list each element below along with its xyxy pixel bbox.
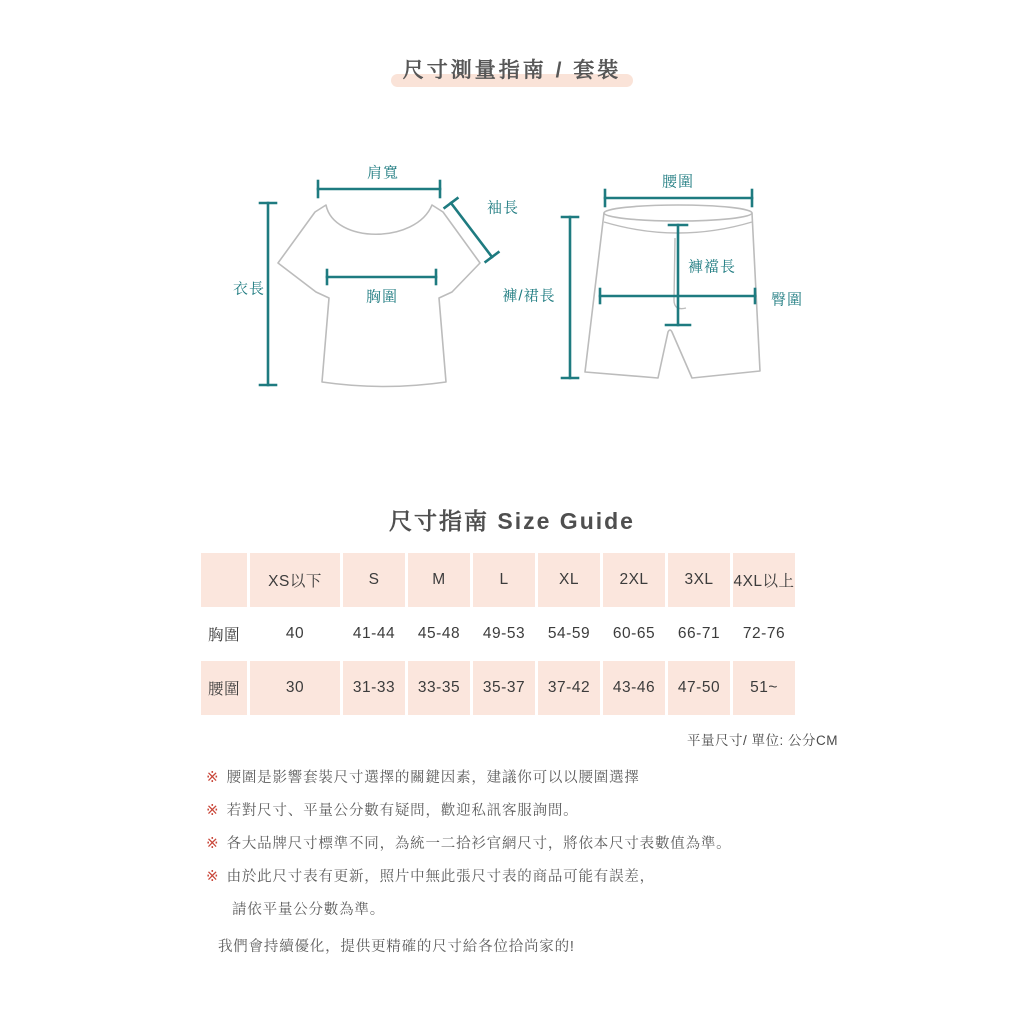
size-col-header: 4XL以上 bbox=[733, 553, 795, 607]
chest-value: 54-59 bbox=[538, 607, 600, 661]
note-marker-icon: ※ bbox=[206, 768, 219, 786]
size-table-corner-cell bbox=[201, 553, 247, 607]
waist-value: 43-46 bbox=[603, 661, 665, 715]
note-item bbox=[206, 760, 846, 793]
notes-section bbox=[206, 760, 846, 962]
shorts-waist-ellipse bbox=[604, 205, 752, 221]
row-label: 腰圍 bbox=[201, 661, 247, 715]
chest-row bbox=[201, 607, 894, 661]
chest-value: 66-71 bbox=[668, 607, 730, 661]
notes-footer bbox=[218, 929, 846, 962]
size-col-header: M bbox=[408, 553, 470, 607]
waist-value: 31-33 bbox=[343, 661, 405, 715]
unit-note: 平量尺寸/ 單位: 公分CM bbox=[687, 733, 838, 748]
waist-value: 37-42 bbox=[538, 661, 600, 715]
size-col-header: S bbox=[343, 553, 405, 607]
waist-value: 35-37 bbox=[473, 661, 535, 715]
chest-value: 60-65 bbox=[603, 607, 665, 661]
note-text: 腰圍是影響套裝尺寸選擇的關鍵因素，建議你可以以腰圍選擇 bbox=[226, 770, 640, 786]
row-label: 胸圍 bbox=[201, 607, 247, 661]
note-text: 我們會持續優化，提供更精確的尺寸給各位拾尚家的! bbox=[218, 939, 575, 955]
note-item bbox=[206, 793, 846, 826]
chest-value: 72-76 bbox=[733, 607, 795, 661]
garment-length-label: 衣長 bbox=[232, 280, 266, 298]
page-title: 尺寸測量指南 / 套裝 bbox=[399, 54, 626, 84]
pant-length-line bbox=[562, 217, 578, 378]
size-col-header: L bbox=[473, 553, 535, 607]
crotch-length-label: 褲襠長 bbox=[687, 258, 737, 276]
waist-value: 33-35 bbox=[408, 661, 470, 715]
size-col-header: 3XL bbox=[668, 553, 730, 607]
size-col-header: XL bbox=[538, 553, 600, 607]
note-item bbox=[206, 859, 846, 892]
waist-value: 47-50 bbox=[668, 661, 730, 715]
note-marker-icon: ※ bbox=[206, 801, 219, 819]
chest-value: 49-53 bbox=[473, 607, 535, 661]
note-marker-icon: ※ bbox=[206, 867, 219, 885]
pant-length-label: 褲/裙長 bbox=[502, 287, 556, 305]
chest-value: 40 bbox=[250, 607, 340, 661]
shoulder-width-line bbox=[318, 181, 440, 197]
note-text: 各大品牌尺寸標準不同，為統一二拾衫官網尺寸，將依本尺寸表數值為準。 bbox=[226, 836, 732, 852]
size-guide-heading: 尺寸指南 Size Guide bbox=[389, 508, 635, 534]
note-text: 請依平量公分數為準。 bbox=[232, 902, 385, 918]
note-continuation bbox=[232, 892, 846, 925]
chest-value: 41-44 bbox=[343, 607, 405, 661]
size-col-header: 2XL bbox=[603, 553, 665, 607]
size-col-header: XS以下 bbox=[250, 553, 340, 607]
sleeve-length-label: 袖長 bbox=[486, 199, 520, 217]
waist-value: 51~ bbox=[733, 661, 795, 715]
note-text: 由於此尺寸表有更新，照片中無此張尺寸表的商品可能有誤差， bbox=[226, 869, 655, 885]
size-table-header-row bbox=[201, 553, 894, 607]
waist-line bbox=[605, 190, 752, 206]
waist-value: 30 bbox=[250, 661, 340, 715]
hip-label: 臀圍 bbox=[770, 291, 804, 309]
note-text: 若對尺寸、平量公分數有疑問，歡迎私訊客服詢問。 bbox=[226, 803, 579, 819]
chest-label: 胸圍 bbox=[365, 288, 399, 306]
shoulder-width-label: 肩寬 bbox=[366, 164, 400, 182]
note-marker-icon: ※ bbox=[206, 834, 219, 852]
waist-label: 腰圍 bbox=[661, 173, 695, 191]
waist-row bbox=[201, 661, 894, 715]
note-item bbox=[206, 826, 846, 859]
chest-value: 45-48 bbox=[408, 607, 470, 661]
page-title-wrap bbox=[0, 54, 1024, 84]
size-table bbox=[198, 553, 897, 715]
